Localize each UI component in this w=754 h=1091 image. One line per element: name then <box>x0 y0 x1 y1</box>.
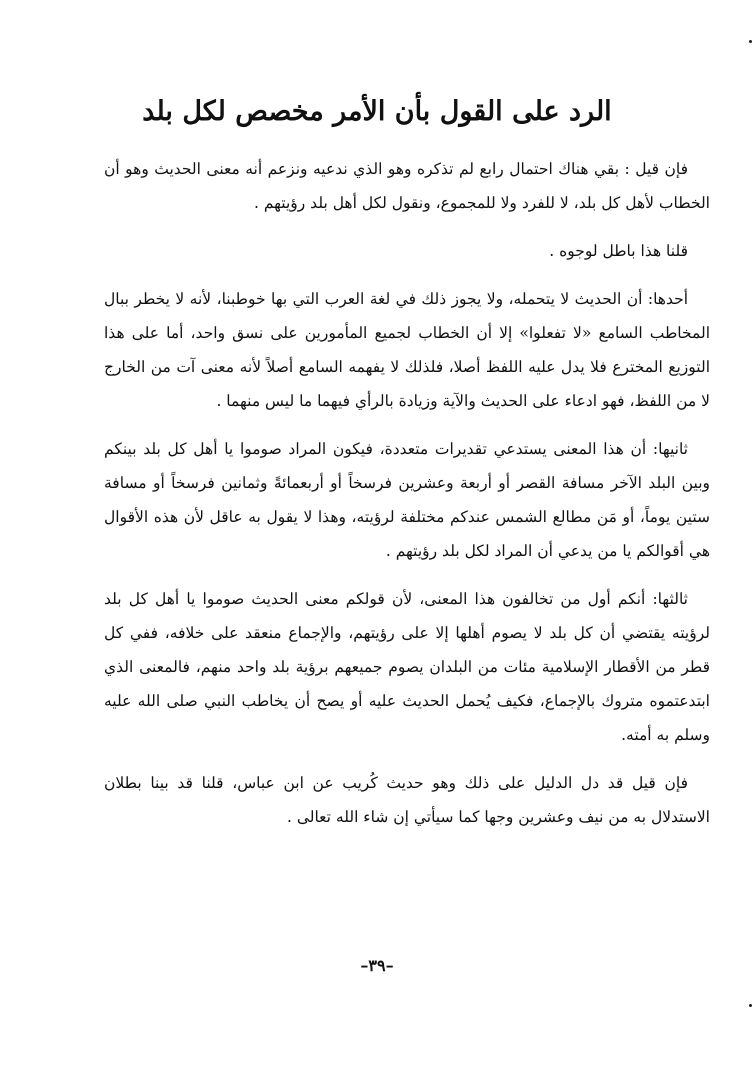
page-number: –٣٩– <box>360 956 394 975</box>
paragraph-kurayb-hadith: فإن قيل قد دل الدليل على ذلك وهو حديث كُريب عن ابن عباس، قلنا قد بينا بطلان الاستدلال به من نيف وعشرين وجها كما سيأتي إن شاء الله تعالى . <box>104 774 710 826</box>
body-text <box>104 152 710 848</box>
paragraph-reply-intro: قلنا هذا باطل لوجوه . <box>549 242 688 260</box>
paragraph-objection: فإن قيل : بقي هناك احتمال رابع لم تذكره وهو الذي ندعيه ونزعم أنه معنى الحديث وهو أن الخطاب لأهل كل بلد، لا للفرد ولا للمجموع، ونقول لكل أهل بلد رؤيتهم . <box>104 160 710 212</box>
scan-speck <box>749 1004 752 1007</box>
paragraph-third-reason: ثالثها: أنكم أول من تخالفون هذا المعنى، لأن قولكم معنى الحديث صوموا يا أهل كل بلد لرؤيته يقتضي أن كل بلد لا يصوم أهلها إلا على رؤيتهم، والإجماع منعقد على خلافه، ففي كل قطر من الأقطار الإسلامية مئات من البلدان يصوم جميعهم برؤية بلد واحد منهم، فالمعنى الذي ابتدعتموه متروك بالإجماع، فكيف يُحمل الحديث عليه أو يصح أن يخاطب النبي صلى الله عليه وسلم به أمته. <box>104 590 710 744</box>
section-title: الرد على القول بأن الأمر مخصص لكل بلد <box>142 96 612 127</box>
scan-speck <box>749 40 752 43</box>
paragraph-first-reason: أحدها: أن الحديث لا يتحمله، ولا يجوز ذلك في لغة العرب التي بها خوطبنا، لأنه لا يخطر ببال المخاطب السامع «لا تفعلوا» إلا أن الخطاب لجميع المأمورين على نسق واحد، أما على هذا التوزيع المخترع فلا يدل عليه اللفظ أصلا، فلذلك لا يفهمه السامع أصلاً لأنه معنى آت من الخارج لا من اللفظ، فهو ادعاء على الحديث والآية وزيادة بالرأي فيهما ما ليس منهما . <box>104 290 710 410</box>
paragraph-second-reason: ثانيها: أن هذا المعنى يستدعي تقديرات متعددة، فيكون المراد صوموا يا أهل كل بلد بينكم وبين البلد الآخر مسافة القصر أو أربعة وعشرين فرسخاً أو أربعمائةً وثمانين فرسخاً أو مسافة ستين يوماً، أو مَن مطالع الشمس عندكم مختلفة لرؤيته، وهذا لا يقول به عاقل لأن هذه الأقوال هي أقوالكم يا من يدعي أن المراد لكل بلد رؤيتهم . <box>104 440 710 560</box>
